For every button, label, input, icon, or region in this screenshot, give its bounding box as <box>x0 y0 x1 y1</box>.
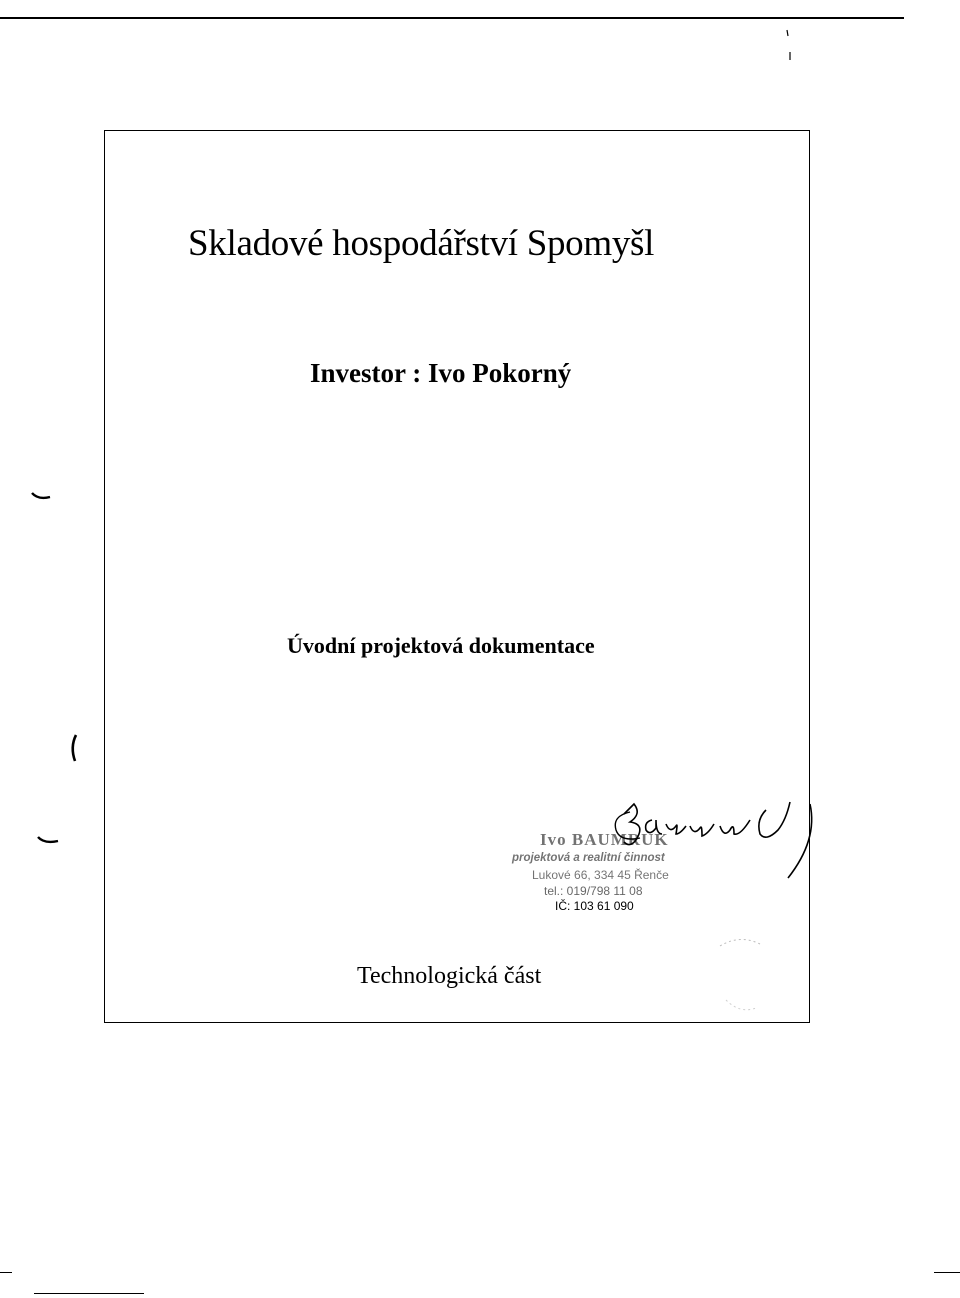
left-margin-tick-mark-2 <box>36 834 62 848</box>
stamp-business: projektová a realitní činnost <box>512 852 665 864</box>
stamp-name: Ivo BAUMRUK <box>540 830 669 849</box>
bottom-left-scan-line <box>0 1272 12 1273</box>
left-margin-tick-mark-1 <box>30 490 54 504</box>
document-subtitle: Úvodní projektová dokumentace <box>287 633 595 658</box>
left-margin-paren-mark <box>66 733 80 763</box>
stamp-phone: tel.: 019/798 11 08 <box>544 884 643 898</box>
bottom-right-scan-line <box>934 1272 960 1273</box>
top-right-speck-mark <box>784 28 794 68</box>
document-part: Technologická část <box>357 963 542 989</box>
stamp-address: Lukové 66, 334 45 Řenče <box>532 868 669 882</box>
bottom-scan-line <box>34 1293 144 1294</box>
handwritten-signature <box>590 790 830 890</box>
investor-line: Investor : Ivo Pokorný <box>310 358 572 388</box>
document-title: Skladové hospodářství Spomyšl <box>188 223 655 264</box>
top-scan-line <box>0 17 904 19</box>
stamp-company-id: IČ: 103 61 090 <box>555 899 634 913</box>
